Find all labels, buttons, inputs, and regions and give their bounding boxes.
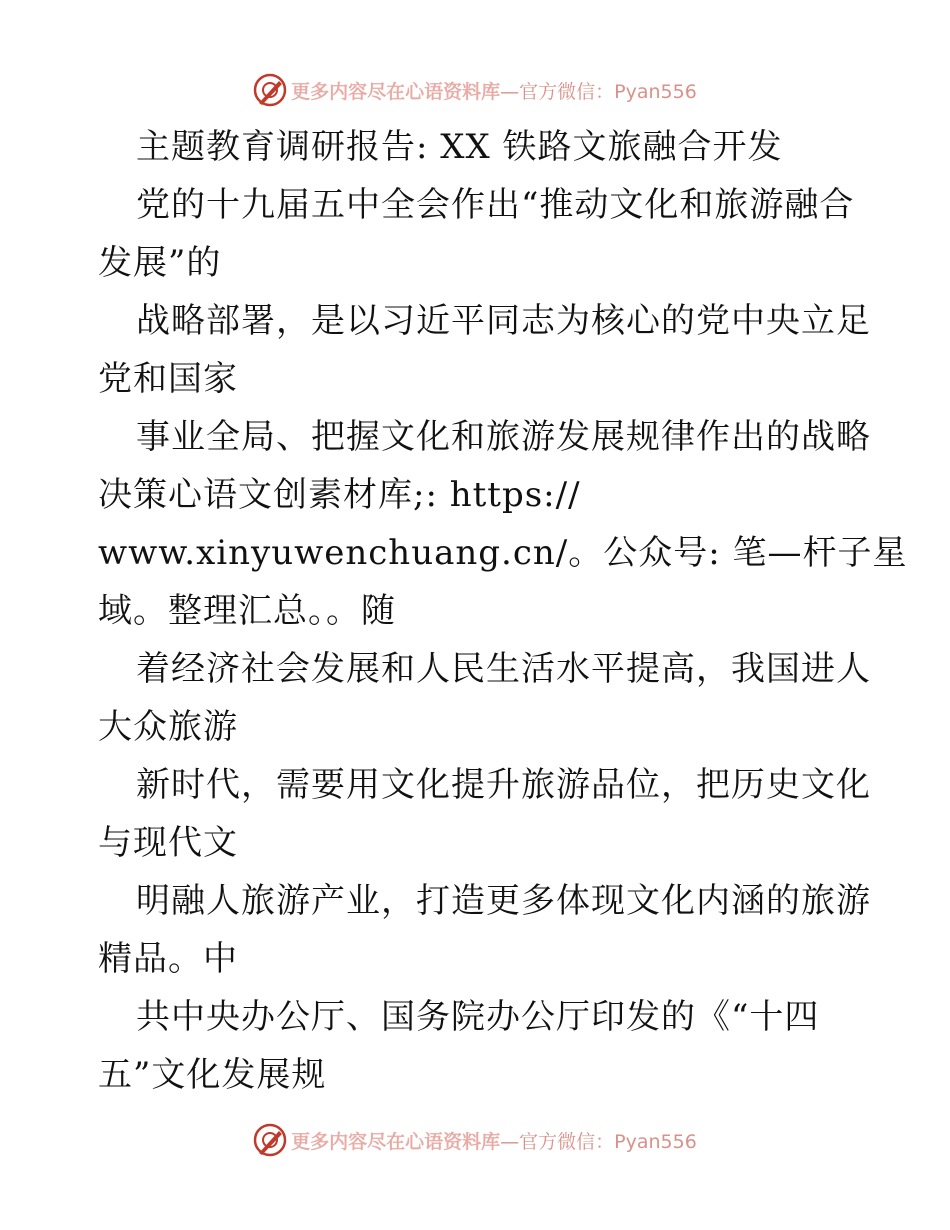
banner-lead: 更多内容尽在心语资料库 [291, 80, 501, 103]
text-line: 五”文化发展规 [98, 1055, 327, 1095]
text-line: 与现代文 [98, 823, 238, 863]
text-line: 党的十九届五中全会作出“推动文化和旅游融合 [136, 185, 855, 225]
text-line: 共中央办公厅、国务院办公厅印发的《“十四 [136, 997, 820, 1037]
banner-lead: 更多内容尽在心语资料库 [291, 1130, 501, 1153]
text-line: 决策心语文创素材库;: https:// [98, 475, 581, 515]
text-line: 事业全局、把握文化和旅游发展规律作出的战略 [136, 417, 871, 457]
text-line: 着经济社会发展和人民生活水平提高，我国进人 [136, 649, 871, 689]
text-line: 精品。中 [98, 939, 238, 979]
text-line: 明融人旅游产业，打造更多体现文化内涵的旅游 [136, 881, 871, 921]
header-banner [0, 70, 950, 110]
text-line: 大众旅游 [98, 707, 238, 747]
text-line: 党和国家 [98, 359, 238, 399]
text-line: 主题教育调研报告: XX 铁路文旅融合开发 [136, 127, 783, 167]
banner-text [291, 77, 697, 104]
document-body [98, 118, 908, 1104]
text-line: 战略部署，是以习近平同志为核心的党中央立足 [136, 301, 871, 341]
footer-banner [0, 1120, 950, 1160]
pen-logo-icon [253, 1123, 287, 1157]
text-line: 新时代，需要用文化提升旅游品位，把历史文化 [136, 765, 871, 805]
text-line: 发展”的 [98, 243, 222, 283]
text-line: 域。整理汇总。。随 [98, 591, 396, 631]
text-line: www.xinyuwenchuang.cn/。公众号: 笔—杆子星 [98, 533, 908, 573]
banner-text [291, 1127, 697, 1154]
pen-logo-icon [253, 73, 287, 107]
banner-wechat: —官方微信：Pyan556 [500, 1130, 697, 1153]
banner-wechat: —官方微信：Pyan556 [500, 80, 697, 103]
